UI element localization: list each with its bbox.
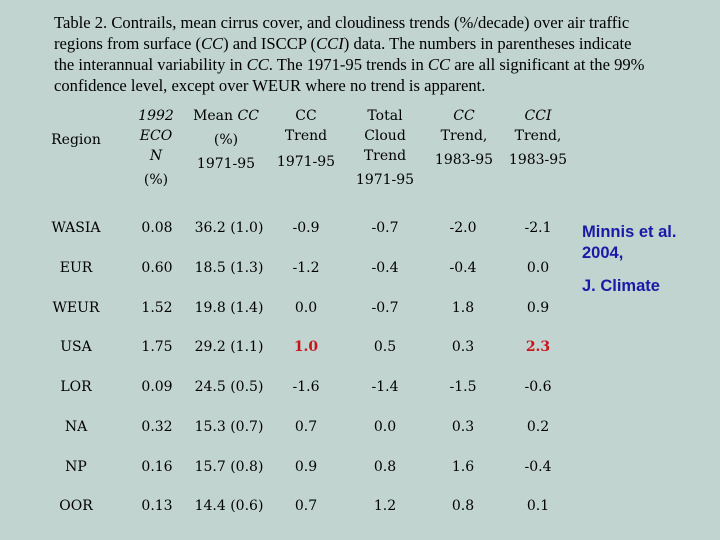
header-cc83-line: Trend, [440, 128, 488, 144]
table-row [44, 419, 576, 439]
header-total-line: 1971-95 [355, 172, 415, 188]
table-row [44, 459, 576, 479]
row-total: -1.4 [371, 379, 399, 395]
row-cc-1983: -2.0 [449, 220, 477, 236]
header-cci-trend [500, 106, 576, 170]
row-cc-1983: 0.3 [451, 419, 475, 435]
caption-text: are all significant at the 99% [450, 55, 645, 74]
header-mean-line: 1971-95 [196, 156, 256, 172]
row-total: 0.8 [373, 459, 397, 475]
row-cci: 0.0 [526, 260, 550, 276]
row-cci-highlight: 2.3 [525, 339, 551, 355]
row-region: WASIA [51, 220, 101, 236]
header-cc83-line: CC [453, 108, 475, 124]
row-cc-1983: -0.4 [449, 260, 477, 276]
header-cc-trend [268, 106, 344, 172]
header-region: Region [51, 132, 101, 148]
row-n: 0.32 [141, 419, 173, 435]
citation-journal: J. Climate [582, 277, 660, 295]
table-row [44, 379, 576, 399]
caption-text: ) and ISCCP ( [223, 34, 317, 53]
row-mean: 29.2 (1.1) [194, 339, 264, 355]
row-total: 1.2 [373, 498, 397, 514]
row-region: WEUR [52, 300, 100, 316]
row-total: -0.7 [371, 220, 399, 236]
header-cci-line: CCI [524, 108, 552, 124]
row-region: USA [60, 339, 92, 355]
header-n [128, 106, 184, 190]
row-total: -0.4 [371, 260, 399, 276]
caption-line-1: Table 2. Contrails, mean cirrus cover, and cloudiness trends (%/decade) over air traffic [54, 13, 630, 32]
header-total-line: Cloud [364, 128, 406, 144]
row-n: 1.75 [141, 339, 173, 355]
row-region: LOR [60, 379, 92, 395]
row-cc-trend: -1.6 [292, 379, 320, 395]
caption-abbrev: CC [200, 34, 224, 53]
row-region: OOR [59, 498, 93, 514]
header-total-line: Trend [363, 148, 407, 164]
row-cc-trend: -0.9 [292, 220, 320, 236]
header-mean-line: (%) [213, 132, 239, 148]
row-cci: -0.4 [524, 459, 552, 475]
row-n: 0.08 [141, 220, 173, 236]
caption-text: . The 1971-95 trends in [268, 55, 428, 74]
row-cc-trend: 0.7 [294, 498, 318, 514]
row-cc-trend-highlight: 1.0 [293, 339, 319, 355]
row-mean: 15.7 (0.8) [194, 459, 264, 475]
row-cc-trend: 0.7 [294, 419, 318, 435]
row-cci: 0.1 [526, 498, 550, 514]
table-row [44, 260, 576, 280]
header-total-cloud [347, 106, 423, 190]
row-mean: 14.4 (0.6) [194, 498, 264, 514]
row-total: 0.5 [373, 339, 397, 355]
citation-note [582, 222, 676, 297]
row-region: NP [65, 459, 87, 475]
row-cc-1983: -1.5 [449, 379, 477, 395]
header-cc-trend-1983 [426, 106, 502, 170]
table-row [44, 339, 576, 359]
row-mean: 24.5 (0.5) [194, 379, 264, 395]
header-cc-line: 1971-95 [276, 154, 336, 170]
header-n-line: (%) [143, 172, 169, 188]
row-cc-1983: 0.3 [451, 339, 475, 355]
caption-abbrev: CC [246, 55, 269, 74]
table-caption [54, 12, 694, 96]
header-n-line: ECO [139, 128, 173, 144]
row-mean: 15.3 (0.7) [194, 419, 264, 435]
citation-authors: Minnis et al. [582, 223, 677, 241]
caption-abbrev: CCI [316, 34, 344, 53]
row-n: 0.13 [141, 498, 173, 514]
row-region: EUR [59, 260, 93, 276]
table-row [44, 300, 576, 320]
citation-year: 2004, [582, 244, 624, 262]
row-cc-trend: 0.9 [294, 459, 318, 475]
row-n: 0.09 [141, 379, 173, 395]
row-cc-1983: 1.8 [451, 300, 475, 316]
header-total-line: Total [367, 108, 403, 124]
header-mean-line: Mean [193, 108, 238, 124]
caption-text: ) data. The numbers in parentheses indicate [343, 34, 632, 53]
row-mean: 19.8 (1.4) [194, 300, 264, 316]
header-n-line: N [149, 148, 163, 164]
row-cci: 0.9 [526, 300, 550, 316]
caption-line-3 [54, 54, 694, 75]
header-mean-cc [186, 106, 266, 174]
row-region: NA [64, 419, 88, 435]
header-cc-line: CC [295, 108, 317, 124]
row-total: 0.0 [373, 419, 397, 435]
row-cc-trend: -1.2 [292, 260, 320, 276]
caption-text: regions from surface ( [54, 34, 201, 53]
row-mean: 36.2 (1.0) [194, 220, 264, 236]
row-cci: -0.6 [524, 379, 552, 395]
row-total: -0.7 [371, 300, 399, 316]
caption-line-2 [54, 33, 694, 54]
row-cc-1983: 1.6 [451, 459, 475, 475]
header-cci-line: Trend, [514, 128, 562, 144]
caption-abbrev: CC [427, 55, 451, 74]
row-cci: 0.2 [526, 419, 550, 435]
header-cci-line: 1983-95 [508, 152, 568, 168]
row-cci: -2.1 [524, 220, 552, 236]
header-cc-line: Trend [284, 128, 328, 144]
row-cc-trend: 0.0 [294, 300, 318, 316]
row-mean: 18.5 (1.3) [194, 260, 264, 276]
caption-line-4: confidence level, except over WEUR where no trend is apparent. [54, 76, 486, 95]
row-n: 0.16 [141, 459, 173, 475]
header-n-line: 1992 [138, 108, 174, 124]
header-cc83-line: 1983-95 [434, 152, 494, 168]
row-cc-1983: 0.8 [451, 498, 475, 514]
table-row [44, 498, 576, 518]
table-row [44, 220, 576, 240]
header-mean-line: CC [237, 108, 259, 124]
row-n: 1.52 [141, 300, 173, 316]
row-n: 0.60 [141, 260, 173, 276]
caption-text: the interannual variability in [54, 55, 247, 74]
